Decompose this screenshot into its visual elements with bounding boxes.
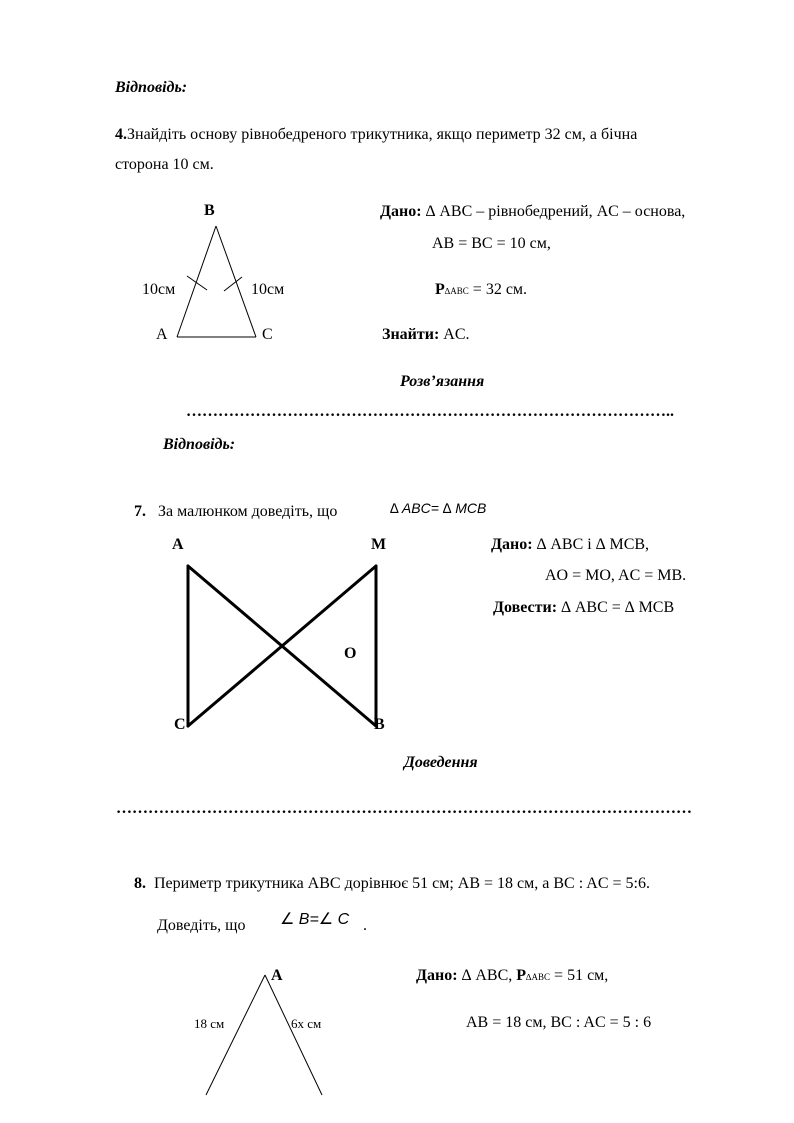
task8-period: . <box>363 917 367 934</box>
task8-given2: AB = 18 см, BC : AC = 5 : 6 <box>466 1014 652 1031</box>
task4-given-label: Дано: <box>380 203 422 220</box>
task8-perim-p: P <box>516 967 527 984</box>
task7-given-label: Дано: <box>491 536 533 553</box>
task7-vertex-a: A <box>172 536 184 553</box>
task4-perim-rest: = 32 см. <box>468 281 528 298</box>
task7-vertex-m: M <box>371 536 387 553</box>
task8-given-line1 <box>416 968 608 984</box>
task8-right-side-label: 6х см <box>291 1016 322 1031</box>
task4-given1: ∆ ABC – рівнобедрений, AC – основа, <box>421 203 686 220</box>
task4-dots: ……………………………………………………………………………….. <box>186 404 674 420</box>
task7-text: За малюнком доведіть, що <box>158 503 338 520</box>
task7-proof-heading: Доведення <box>404 754 478 771</box>
task4-text-line2: сторона 10 см. <box>115 156 214 173</box>
task8-vertex-a: A <box>271 967 283 984</box>
task7-dots: ……………………………………………………………………………………………… <box>116 801 692 817</box>
task7-vertex-b: B <box>374 716 385 733</box>
task7-number: 7. <box>134 503 146 520</box>
task4-perim-p: P <box>435 281 445 298</box>
task8-side-ac <box>265 975 322 1095</box>
task4-vertex-a: A <box>156 326 168 343</box>
task8-number: 8. <box>134 875 146 892</box>
task8-line2: Доведіть, що <box>157 917 246 934</box>
task7-vertex-o: O <box>344 645 357 662</box>
task8-formula: ∠ B=∠ C <box>280 911 350 928</box>
task4-left-side-label: 10см <box>142 281 176 298</box>
task4-solution-heading: Розв’язання <box>400 373 485 390</box>
task7-vertex-c: C <box>174 716 186 733</box>
task8-perim-rest: = 51 см, <box>550 967 609 984</box>
task8-side-ab <box>206 975 265 1095</box>
task4-number: 4. <box>115 126 127 143</box>
task7-given2: AO = MO, AC = MB. <box>545 567 687 584</box>
task8-left-side-label: 18 см <box>194 1016 225 1031</box>
task8-perim-sub: ∆ABC <box>526 972 551 982</box>
answer-label: Відповідь: <box>115 79 188 96</box>
task4-perim-sub: ∆ABC <box>444 286 469 296</box>
task4-given2: AB = BC = 10 см, <box>432 235 551 252</box>
task8-given-label: Дано: <box>416 967 458 984</box>
task4-find-value: AC. <box>439 326 470 343</box>
task7-prove-value: ∆ ABC = ∆ MCB <box>557 599 675 616</box>
task7-formula: ∆ ABC= ∆ MCB <box>390 500 487 516</box>
task4-vertex-b: B <box>204 202 215 219</box>
task4-right-side-label: 10см <box>251 281 285 298</box>
task4-text-line1: Знайдіть основу рівнобедреного трикутника, якщо периметр 32 см, а бічна <box>127 126 638 143</box>
task7-given1: ∆ ABC і ∆ MCB, <box>532 536 650 553</box>
task4-vertex-c: C <box>262 326 273 343</box>
task7-prove-label: Довести: <box>493 599 558 616</box>
task4-find-label: Знайти: <box>382 326 440 343</box>
task4-answer-label: Відповідь: <box>163 436 236 453</box>
task8-given1: ∆ ABC, <box>457 967 517 984</box>
task8-line1: Периметр трикутника ABC дорівнює 51 см; AB = 18 см, а BC : AC = 5:6. <box>154 875 650 892</box>
